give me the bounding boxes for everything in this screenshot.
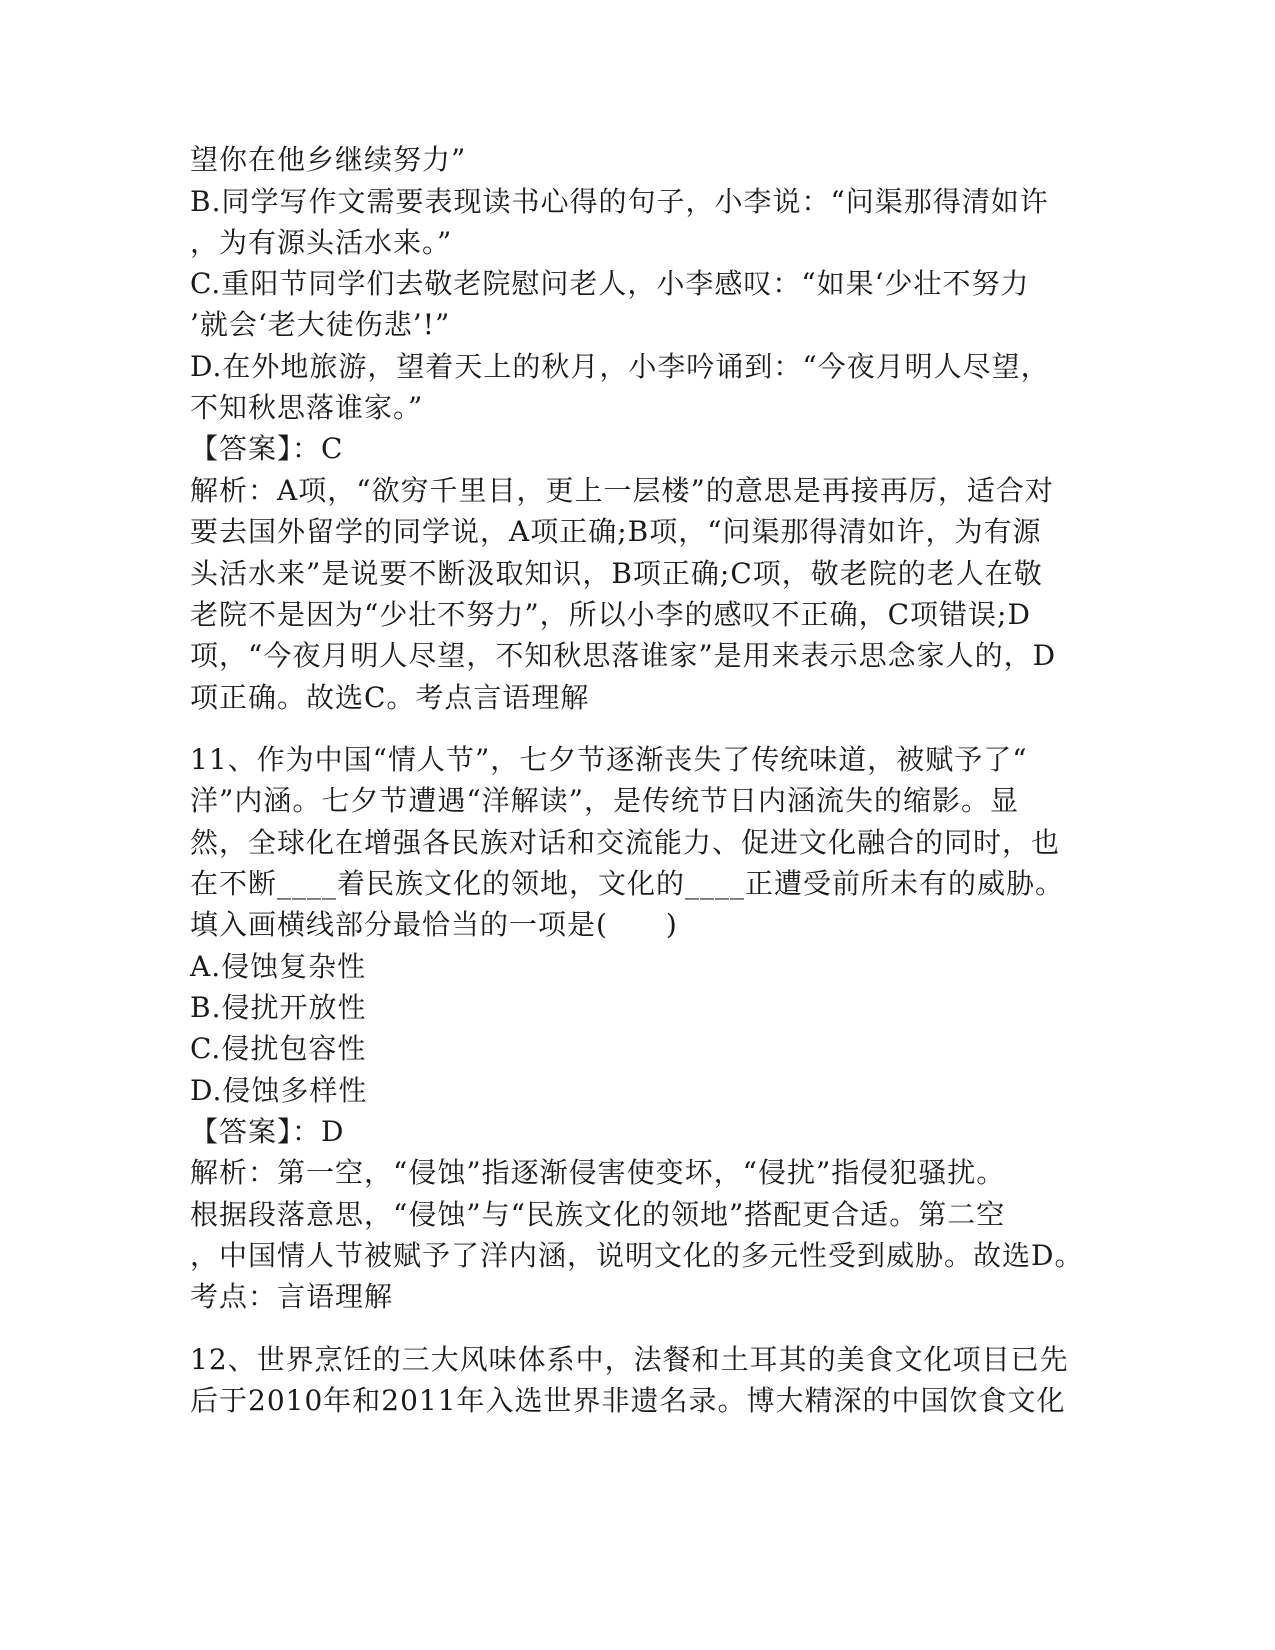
q11-option-b: B.侵扰开放性 — [190, 991, 367, 1024]
option-a-continuation: 望你在他乡继续努力” — [190, 143, 467, 176]
q11-analysis-line-2: 根据段落意思，“侵蚀”与“民族文化的领地”搭配更合适。第二空 — [190, 1198, 1006, 1231]
q11-stem-line-2: 洋”内涵。七夕节遭遇“洋解读”，是传统节日内涵流失的缩影。显 — [190, 784, 1019, 817]
q12-stem-line-2: 后于2010年和2011年入选世界非遗名录。博大精深的中国饮食文化 — [190, 1384, 1066, 1417]
q12-stem-line-1: 12、世界烹饪的三大风味体系中，法餐和土耳其的美食文化项目已先 — [190, 1343, 1069, 1376]
q11-answer: 【答案】：D — [190, 1115, 345, 1148]
option-d-line-2: 不知秋思落谁家。” — [190, 391, 424, 424]
option-b-line-2: ，为有源头活水来。” — [190, 226, 453, 259]
q11-option-a: A.侵蚀复杂性 — [190, 950, 367, 983]
option-c-line-1: C.重阳节同学们去敬老院慰问老人，小李感叹：“如果‘少壮不努力 — [190, 267, 1030, 300]
q11-stem-line-3: 然，全球化在增强各民族对话和交流能力、促进文化融合的同时，也 — [190, 826, 1061, 859]
analysis-prev-line-2: 要去国外留学的同学说，A项正确;B项，“问渠那得清如许，为有源 — [190, 515, 1042, 548]
q11-option-c: C.侵扰包容性 — [190, 1032, 367, 1065]
q11-analysis-line-3: ，中国情人节被赋予了洋内涵，说明文化的多元性受到威胁。故选D。 — [190, 1239, 1084, 1272]
analysis-prev-line-4: 老院不是因为“少壮不努力”，所以小李的感叹不正确，C项错误;D — [190, 598, 1031, 631]
analysis-prev-line-5: 项，“今夜月明人尽望，不知秋思落谁家”是用来表示思念家人的，D — [190, 639, 1057, 672]
q11-analysis-line-4: 考点：言语理解 — [190, 1280, 394, 1313]
analysis-prev-line-1: 解析：A项，“欲穷千里目，更上一层楼”的意思是再接再厉，适合对 — [190, 474, 1054, 507]
q11-analysis-line-1: 解析：第一空，“侵蚀”指逐渐侵害使变坏，“侵扰”指侵犯骚扰。 — [190, 1156, 1006, 1189]
option-c-line-2: ’就会‘老大徒伤悲’!” — [190, 308, 451, 341]
q11-option-d: D.侵蚀多样性 — [190, 1074, 368, 1107]
option-d-line-1: D.在外地旅游，望着天上的秋月，小李吟诵到：“今夜月明人尽望， — [190, 350, 1050, 383]
q11-stem-line-5: 填入画横线部分最恰当的一项是( ) — [190, 908, 678, 941]
analysis-prev-line-6: 项正确。故选C。考点言语理解 — [190, 681, 590, 714]
q11-stem-line-1: 11、作为中国“情人节”，七夕节逐渐丧失了传统味道，被赋予了“ — [190, 743, 1028, 776]
answer-prev: 【答案】：C — [190, 432, 344, 465]
q11-stem-line-4: 在不断____着民族文化的领地，文化的____正遭受前所未有的威胁。 — [190, 867, 1065, 900]
analysis-prev-line-3: 头活水来”是说要不断汲取知识，B项正确;C项，敬老院的老人在敬 — [190, 557, 1043, 590]
option-b-line-1: B.同学写作文需要表现读书心得的句子，小李说：“问渠那得清如许 — [190, 185, 1049, 218]
